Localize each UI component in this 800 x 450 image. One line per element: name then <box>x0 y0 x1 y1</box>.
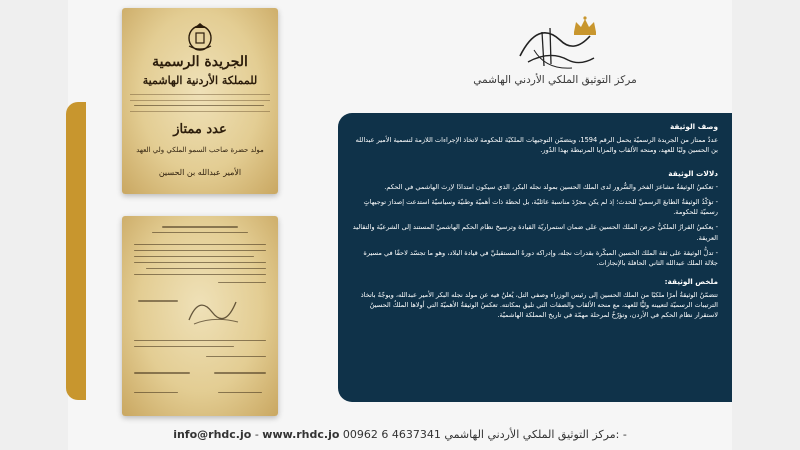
significance-list <box>352 182 718 269</box>
left-margin <box>0 0 68 450</box>
significance-heading: دلالات الوثيقة <box>668 168 718 178</box>
footer-separator: - <box>254 428 259 441</box>
gazette-name-line: الأمير عبدالله بن الحسين <box>158 168 242 177</box>
royal-signature-icon <box>184 290 244 330</box>
document-info-panel <box>338 113 732 402</box>
brand-name: مركز التوثيق الملكي الأردني الهاشمي <box>473 74 637 86</box>
footer-org-name: مركز التوثيق الملكي الأردني الهاشمي: - <box>444 428 627 441</box>
letter-document-image <box>122 216 278 416</box>
footer <box>0 426 800 444</box>
summary-body: تتضمّنُ الوثيقةُ أمرًا ملكيًا من الملك الحسين إلى رئيس الوزراء وصفي التل، يُعلنُ فيه عن مولد نجله البكر الأمير عبدالله، ويوجّهُ باتخاذ الترتيبات الرسميّة لتعيينه وليًّا للعهد، مع منحه الألقاب والصفات التي تليق بمكانته. تعكسُ الوثيقةُ الأهميّةَ التي أولاها الملكُ الحسينُ لاستقرار نظام الحكم في الأردن، وتؤرّخُ لمرحلة مهمّة في تاريخ المملكة الهاشميّة. <box>360 290 718 320</box>
significance-item: - تؤكّدُ الوثيقةُ الطابعَ الرسميَّ للحدث؛ إذ لم يكن مجرّدَ مناسبة عائليّة، بل لحظة ذات أهميّة وطنيّة وسياسيّة استدعت إصدارَ توجيهاتٍ رسميّة للحكومة. <box>363 197 718 217</box>
right-margin <box>732 0 800 450</box>
significance-item: - تعكسُ الوثيقةُ مشاعرَ الفخر والسُّرور لدى الملك الحسين بمولد نجله البكر، الذي سيكون امتدادًا لإرث الهاشمي في الحكم. <box>384 182 718 191</box>
summary-heading: ملخص الوثيقة: <box>664 276 718 286</box>
gazette-masthead: الجريدة الرسمية <box>152 54 248 70</box>
significance-item: - يعكسُ القرارُ الملكيُّ حرصَ الملك الحسين على ضمان استمراريّة القيادة وترسيخ نظام الحكم الهاشميّ المستند إلى الشرعيّة والتقاليد العريقة. <box>352 223 718 242</box>
coat-of-arms-icon <box>185 22 215 52</box>
description-body: عددٌ ممتاز من الجريدة الرسميّة يحمل الرقم 1594، ويتضمّن التوجيهات الملكيّة للحكومة لاتخاذ الإجراءات اللازمة لتسمية الأمير عبدالله بن الحسين وليًا للعهد، ومنحه الألقاب والمزايا المرتبطة بهذا الدّور. <box>355 136 718 155</box>
description-heading: وصف الوثيقة <box>669 122 718 131</box>
gazette-headline: عدد ممتاز <box>173 122 227 137</box>
gazette-country: للمملكة الأردنية الهاشمية <box>142 74 258 87</box>
footer-website[interactable]: www.rhdc.jo <box>262 428 340 441</box>
footer-email[interactable]: info@rhdc.jo <box>173 428 252 441</box>
gazette-subheadline: مولد حضرة صاحب السمو الملكي ولي العهد <box>136 146 264 154</box>
footer-phone: 00962 6 4637341 <box>342 428 441 441</box>
accent-tab <box>66 102 86 400</box>
significance-item: - تدلُّ الوثيقة على ثقة الملك الحسين المبكّرة بقدرات نجله، وإدراكه دورهُ المستقبليَّ في قيادة البلاد، وهو ما تجسّد لاحقًا في مسيرة جلالة الملك عبدالله الثاني الحافلة بالإنجازات. <box>363 249 718 268</box>
gazette-document-image <box>122 8 278 194</box>
